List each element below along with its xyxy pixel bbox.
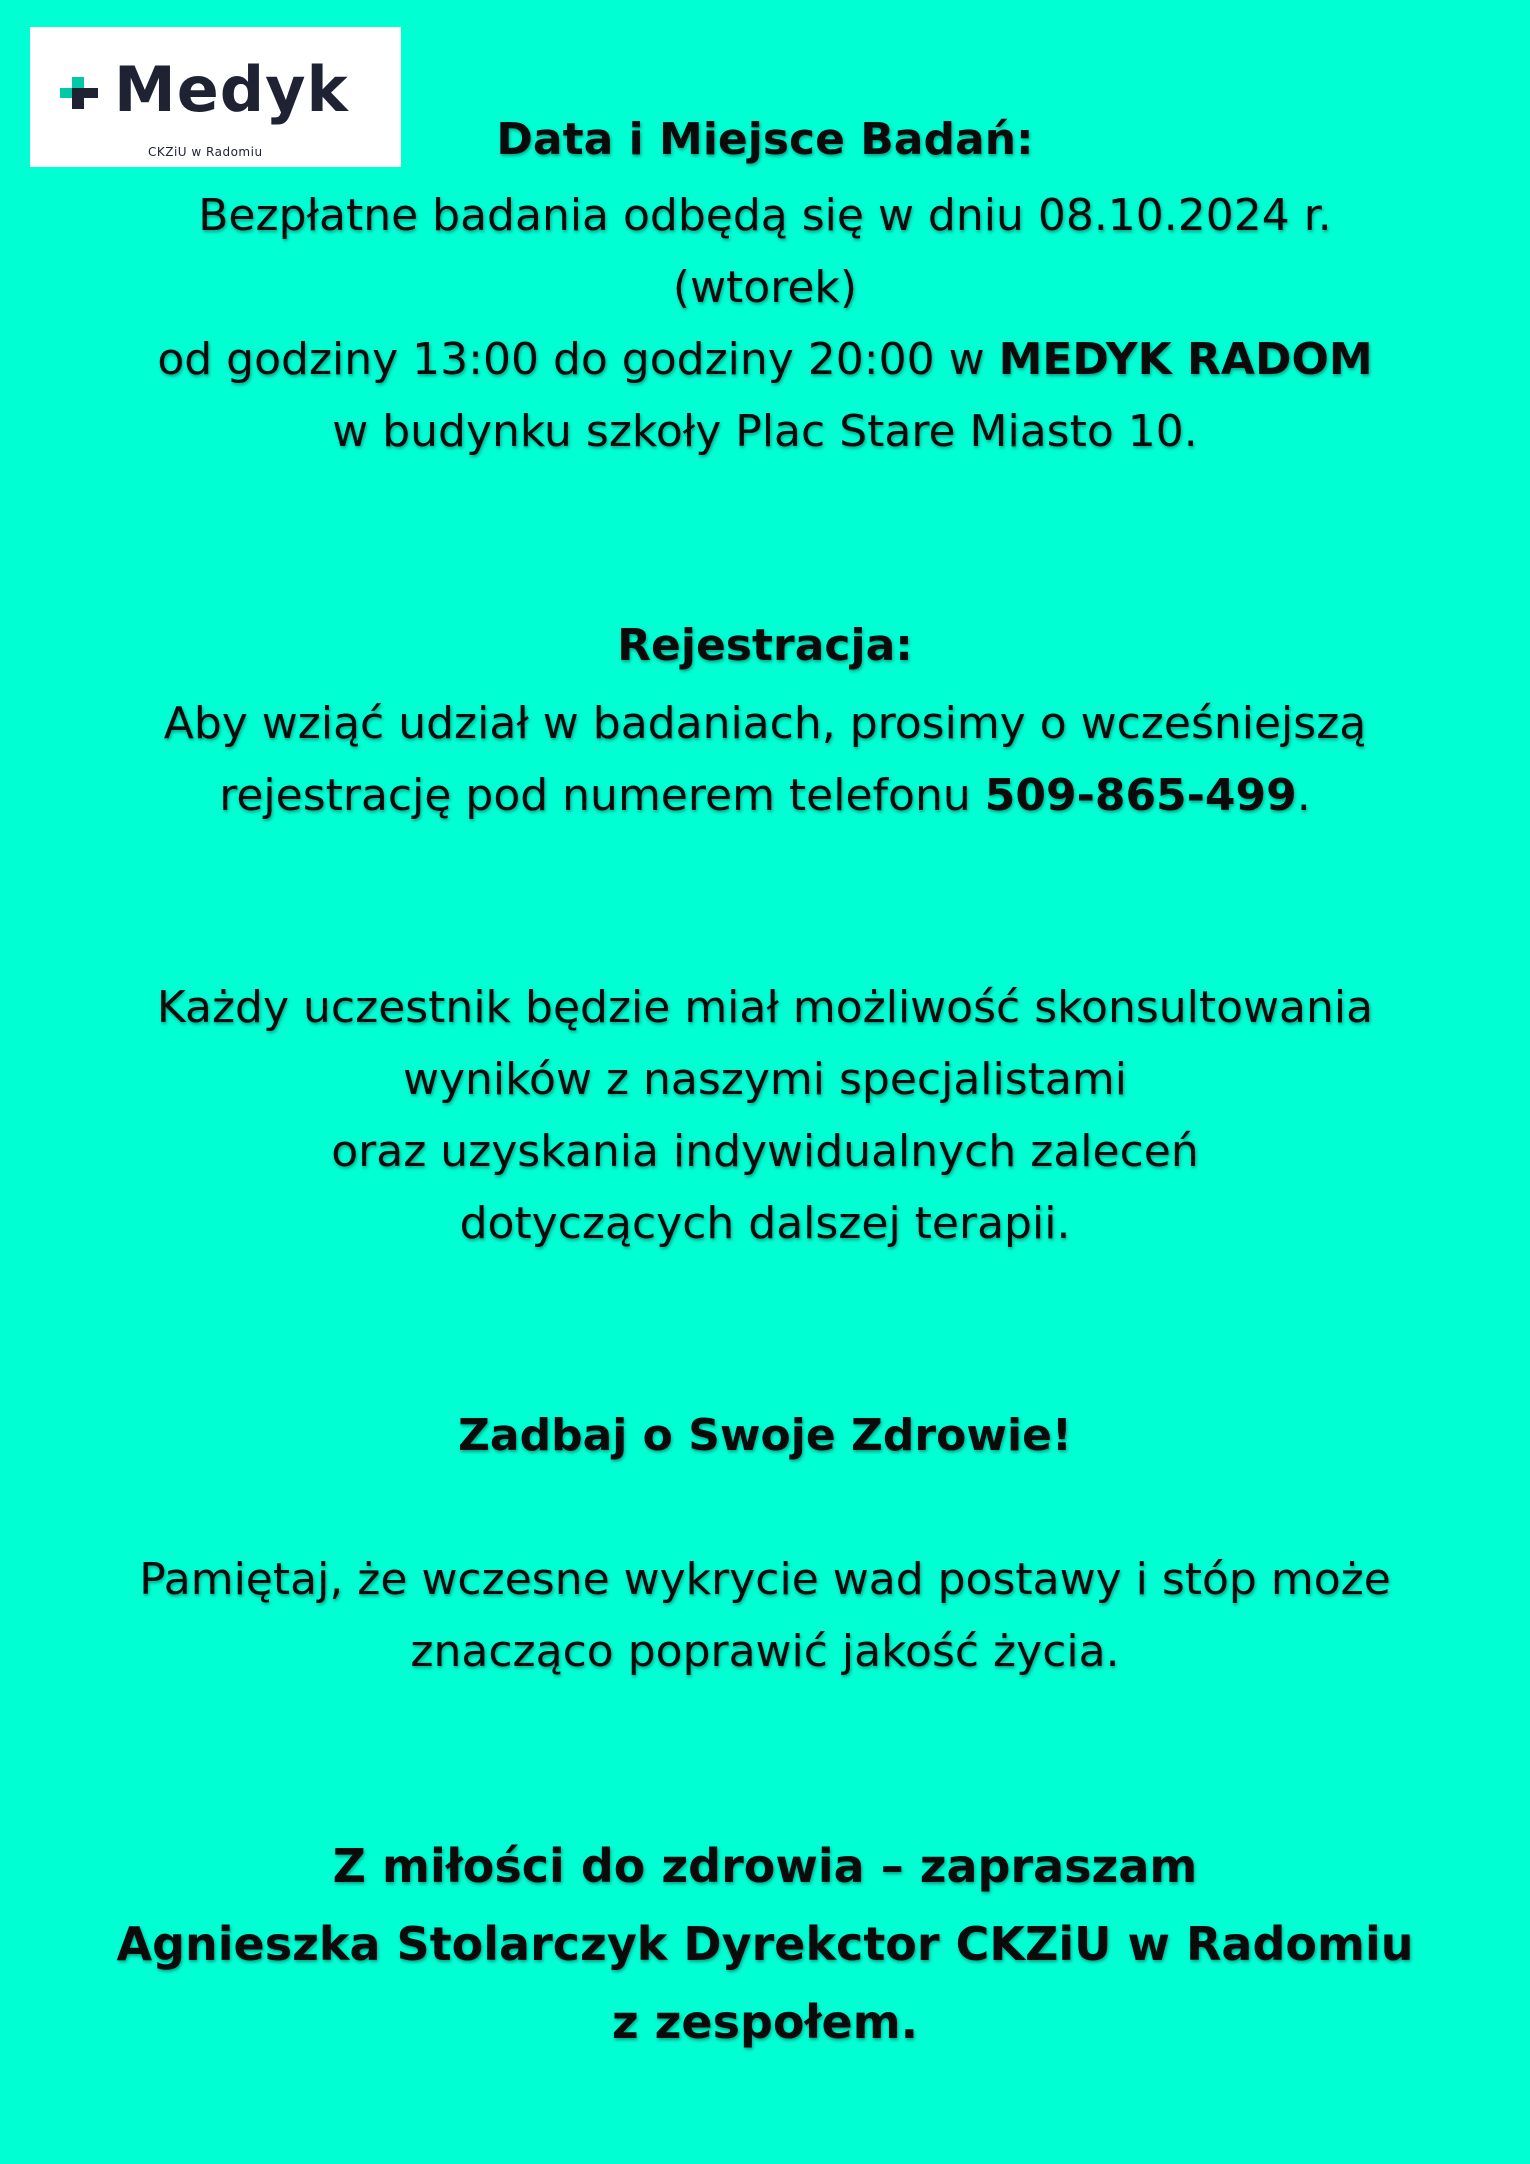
phone-number: 509-865-499 [984, 770, 1297, 821]
consult-line-3: oraz uzyskania indywidualnych zaleceń [331, 1126, 1199, 1177]
registration-text: rejestrację pod numerem telefonu [219, 770, 985, 821]
health-line-1: Pamiętaj, że wczesne wykrycie wad postawy i stóp może [139, 1554, 1391, 1605]
registration-heading: Rejestracja: [617, 620, 913, 671]
logo-subtitle: CKZiU w Radomiu [148, 145, 263, 159]
registration-line-2 [0, 760, 1530, 832]
date-place-heading: Data i Miejsce Badań: [496, 114, 1034, 165]
closing-line-3: z zespołem. [611, 1995, 919, 2049]
logo-name: Medyk [114, 53, 349, 126]
consult-line-1: Każdy uczestnik będzie miał możliwość skonsultowania [156, 982, 1374, 1033]
address-line: w budynku szkoły Plac Stare Miasto 10. [332, 406, 1198, 457]
registration-period: . [1296, 770, 1311, 821]
health-line-2: znacząco poprawić jakość życia. [410, 1626, 1120, 1677]
closing-line-1: Z miłości do zdrowia – zapraszam [332, 1839, 1198, 1893]
closing-signature: Agnieszka Stolarczyk Dyrekctor CKZiU w Radomiu [116, 1917, 1414, 1971]
weekday-line: (wtorek) [672, 262, 858, 313]
venue-name: MEDYK RADOM [998, 334, 1373, 385]
date-line: Bezpłatne badania odbędą się w dniu 08.10.2024 r. [198, 190, 1332, 241]
health-heading: Zadbaj o Swoje Zdrowie! [457, 1410, 1072, 1461]
hours-text: od godziny 13:00 do godziny 20:00 w [157, 334, 999, 385]
consult-line-2: wyników z naszymi specjalistami [403, 1054, 1127, 1105]
registration-line-1: Aby wziąć udział w badaniach, prosimy o wcześniejszą [163, 698, 1367, 749]
consult-line-4: dotyczących dalszej terapii. [459, 1198, 1071, 1249]
hours-line [0, 324, 1530, 396]
